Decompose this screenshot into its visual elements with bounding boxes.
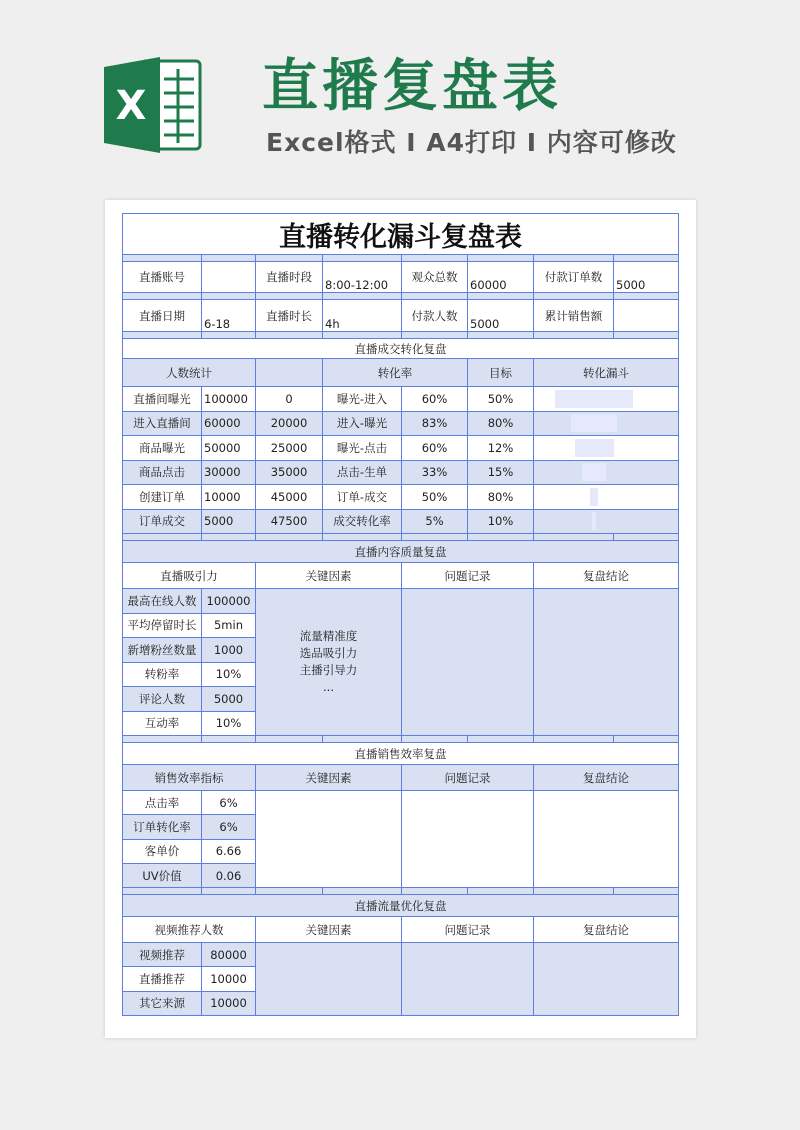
spacer-cell [468,888,534,895]
column-header: 问题记录 [402,917,534,943]
spacer-cell [123,332,202,339]
metric-value[interactable]: 5min [202,613,256,638]
conversion-target[interactable]: 12% [468,436,534,461]
metric-value[interactable]: 10000 [202,991,256,1015]
column-header: 关键因素 [256,765,402,791]
spacer-cell [402,534,468,541]
title-row [123,214,679,255]
metric-label: 视频推荐 [123,943,202,967]
funnel-cell [534,460,679,485]
spacer-row [123,888,679,895]
key-factor: ... [323,680,334,694]
spacer-cell [123,293,202,300]
conversion-target[interactable]: 50% [468,387,534,412]
info-value[interactable]: 6-18 [202,300,256,332]
conversion-stage: 成交转化率 [323,509,402,534]
spacer-cell [323,736,402,743]
info-row [123,262,679,293]
metric-label: 客单价 [123,839,202,863]
excel-logo-icon [104,55,202,155]
spacer-cell [123,888,202,895]
spacer-cell [534,534,614,541]
column-header: 转化漏斗 [534,359,679,387]
funnel-bar [582,463,605,481]
section-title-row [123,895,679,917]
info-label: 直播日期 [123,300,202,332]
column-header [256,359,323,387]
funnel-cell [534,509,679,534]
stage-label: 进入直播间 [123,411,202,436]
metric-row [123,791,679,815]
spacer-cell [323,332,402,339]
conversion-rate[interactable]: 83% [402,411,468,436]
key-factors-cell[interactable] [256,791,402,888]
metric-value[interactable]: 80000 [202,943,256,967]
conversion-target[interactable]: 80% [468,485,534,510]
spacer-cell [202,332,256,339]
info-value[interactable]: 8:00-12:00 [323,262,402,293]
spacer-cell [468,255,534,262]
sheet-title: 直播转化漏斗复盘表 [123,214,679,255]
spacer-cell [256,736,323,743]
stage-diff[interactable]: 20000 [256,411,323,436]
metric-value[interactable]: 1000 [202,638,256,663]
section-title: 直播流量优化复盘 [123,895,679,917]
stage-label: 商品曝光 [123,436,202,461]
funnel-row [123,387,679,412]
spacer-cell [202,293,256,300]
metric-label: 互动率 [123,711,202,736]
svg-text:X: X [115,83,147,129]
stage-count[interactable]: 5000 [202,509,256,534]
key-factors-cell[interactable] [256,943,402,1016]
metric-label: 评论人数 [123,687,202,712]
spacer-cell [123,736,202,743]
info-value[interactable]: 4h [323,300,402,332]
conversion-rate[interactable]: 33% [402,460,468,485]
column-header: 视频推荐人数 [123,917,256,943]
spacer-cell [402,255,468,262]
spacer-cell [614,736,679,743]
review-table [122,213,679,1016]
spacer-cell [534,888,614,895]
spacer-cell [402,332,468,339]
column-header: 直播吸引力 [123,563,256,589]
spacer-row [123,332,679,339]
section-title: 直播销售效率复盘 [123,743,679,765]
section-title-row [123,339,679,359]
info-value[interactable] [614,300,679,332]
spacer-cell [323,888,402,895]
spacer-row [123,534,679,541]
spacer-cell [202,888,256,895]
info-label: 付款人数 [402,300,468,332]
spacer-cell [534,332,614,339]
funnel-bar [571,414,618,432]
metric-value[interactable]: 10% [202,662,256,687]
stage-label: 创建订单 [123,485,202,510]
metric-label: 订单转化率 [123,815,202,839]
info-label: 直播时长 [256,300,323,332]
spacer-row [123,255,679,262]
column-header: 复盘结论 [534,917,679,943]
metric-value[interactable]: 6.66 [202,839,256,863]
column-header: 问题记录 [402,563,534,589]
conversion-stage: 曝光-点击 [323,436,402,461]
metric-label: 转粉率 [123,662,202,687]
column-header: 人数统计 [123,359,256,387]
spacer-cell [123,534,202,541]
metric-label: 点击率 [123,791,202,815]
conversion-stage: 订单-成交 [323,485,402,510]
stage-diff[interactable]: 47500 [256,509,323,534]
conversion-stage: 曝光-进入 [323,387,402,412]
funnel-row [123,436,679,461]
spacer-row [123,736,679,743]
info-value[interactable]: 60000 [468,262,534,293]
column-header: 问题记录 [402,765,534,791]
metric-value[interactable]: 10% [202,711,256,736]
metric-row [123,589,679,614]
column-header: 转化率 [323,359,468,387]
spacer-cell [123,255,202,262]
key-factor: 选品吸引力 [299,646,358,660]
stage-label: 直播间曝光 [123,387,202,412]
metric-label: 其它来源 [123,991,202,1015]
stage-count[interactable]: 30000 [202,460,256,485]
info-value[interactable] [202,262,256,293]
section-title: 直播成交转化复盘 [123,339,679,359]
funnel-bar [555,390,633,408]
conversion-stage: 点击-生单 [323,460,402,485]
header-row [123,563,679,589]
conclusion-cell[interactable] [534,791,679,888]
conversion-target[interactable]: 10% [468,509,534,534]
info-label: 付款订单数 [534,262,614,293]
column-header: 销售效率指标 [123,765,256,791]
conversion-rate[interactable]: 60% [402,436,468,461]
column-header: 目标 [468,359,534,387]
spacer-cell [402,293,468,300]
spacer-cell [202,736,256,743]
funnel-row [123,509,679,534]
column-header: 复盘结论 [534,765,679,791]
info-label: 直播时段 [256,262,323,293]
key-factor: 主播引导力 [299,663,358,677]
info-value[interactable]: 5000 [468,300,534,332]
spacer-cell [468,332,534,339]
spacer-cell [402,736,468,743]
issue-record-cell[interactable] [402,791,534,888]
metric-value[interactable]: 10000 [202,967,256,991]
stage-diff[interactable]: 0 [256,387,323,412]
header-row [123,765,679,791]
conversion-rate[interactable]: 50% [402,485,468,510]
spacer-cell [468,736,534,743]
column-header: 关键因素 [256,563,402,589]
stage-diff[interactable]: 45000 [256,485,323,510]
metric-label: 最高在线人数 [123,589,202,614]
stage-label: 商品点击 [123,460,202,485]
funnel-cell [534,387,679,412]
funnel-bar [592,512,596,530]
spacer-cell [323,534,402,541]
issue-record-cell[interactable] [402,943,534,1016]
conversion-rate[interactable]: 60% [402,387,468,412]
stage-label: 订单成交 [123,509,202,534]
spacer-cell [614,534,679,541]
funnel-row [123,411,679,436]
metric-label: 新增粉丝数量 [123,638,202,663]
stage-count[interactable]: 60000 [202,411,256,436]
metric-value[interactable]: 6% [202,791,256,815]
metric-row [123,943,679,967]
spacer-cell [468,534,534,541]
issue-record-cell[interactable] [402,589,534,736]
metric-label: 直播推荐 [123,967,202,991]
page-title: 直播复盘表 [262,54,562,119]
funnel-cell [534,436,679,461]
page-subtitle: Excel格式 I A4打印 I 内容可修改 [266,128,677,157]
funnel-cell [534,411,679,436]
stage-diff[interactable]: 25000 [256,436,323,461]
spacer-cell [534,293,614,300]
spacer-cell [256,534,323,541]
spacer-row [123,293,679,300]
spacer-cell [614,332,679,339]
spacer-cell [323,255,402,262]
spacer-cell [256,293,323,300]
spacer-cell [323,293,402,300]
metric-value[interactable]: 0.06 [202,863,256,887]
spacer-cell [202,534,256,541]
metric-label: 平均停留时长 [123,613,202,638]
column-header: 关键因素 [256,917,402,943]
info-label: 累计销售额 [534,300,614,332]
section-title-row [123,743,679,765]
spacer-cell [256,255,323,262]
funnel-bar [590,488,598,506]
metric-value[interactable]: 100000 [202,589,256,614]
section-title: 直播内容质量复盘 [123,541,679,563]
stage-count[interactable]: 10000 [202,485,256,510]
stage-count[interactable]: 50000 [202,436,256,461]
spacer-cell [256,888,323,895]
key-factors-cell[interactable] [256,589,402,736]
conversion-target[interactable]: 15% [468,460,534,485]
info-row [123,300,679,332]
funnel-row [123,460,679,485]
section-title-row [123,541,679,563]
metric-value[interactable]: 6% [202,815,256,839]
header-row [123,917,679,943]
spacer-cell [534,255,614,262]
spacer-cell [614,293,679,300]
key-factor: 流量精准度 [299,629,358,643]
conversion-target[interactable]: 80% [468,411,534,436]
info-label: 观众总数 [402,262,468,293]
info-label: 直播账号 [123,262,202,293]
stage-count[interactable]: 100000 [202,387,256,412]
column-header: 复盘结论 [534,563,679,589]
funnel-bar [575,439,614,457]
spacer-cell [468,293,534,300]
spacer-cell [402,888,468,895]
spacer-cell [614,888,679,895]
spacer-cell [614,255,679,262]
spacer-cell [256,332,323,339]
conversion-rate[interactable]: 5% [402,509,468,534]
spacer-cell [534,736,614,743]
conclusion-cell[interactable] [534,589,679,736]
metric-value[interactable]: 5000 [202,687,256,712]
header-row [123,359,679,387]
stage-diff[interactable]: 35000 [256,460,323,485]
conversion-stage: 进入-曝光 [323,411,402,436]
funnel-cell [534,485,679,510]
spacer-cell [202,255,256,262]
info-value[interactable]: 5000 [614,262,679,293]
conclusion-cell[interactable] [534,943,679,1016]
funnel-row [123,485,679,510]
metric-label: UV价值 [123,863,202,887]
